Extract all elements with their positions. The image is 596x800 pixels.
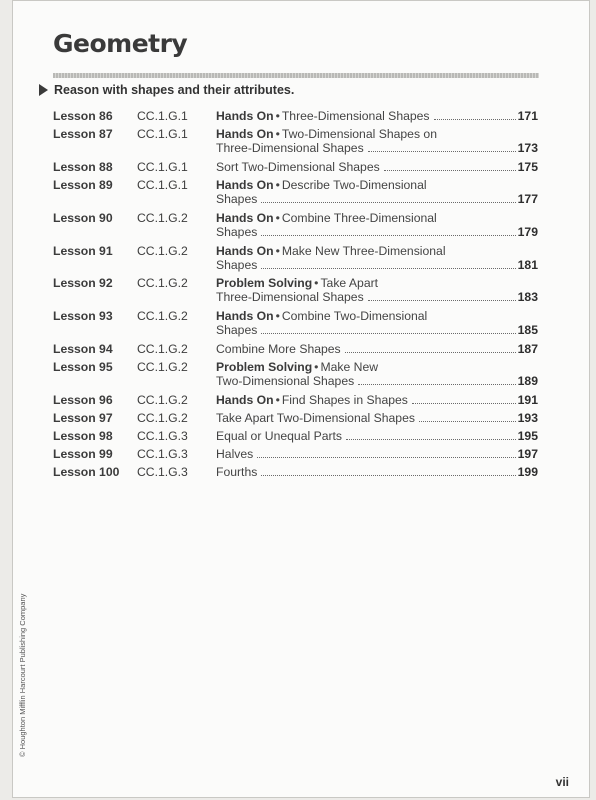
- lesson-label: Lesson 89: [53, 178, 113, 192]
- lesson-title-continued: Shapes: [216, 323, 258, 337]
- dot-leader: [261, 475, 515, 476]
- lesson-type-label: Hands On: [216, 309, 274, 323]
- page-ref: 187: [517, 342, 538, 356]
- arrow-icon: [39, 84, 48, 96]
- page-ref: 185: [517, 323, 538, 337]
- bullet-icon: •: [275, 393, 280, 407]
- lesson-entry: [216, 465, 538, 479]
- lesson-type-label: Problem Solving: [216, 276, 313, 290]
- lesson-title-continued: Shapes: [216, 192, 258, 206]
- lesson-title: Combine Three-Dimensional: [281, 211, 437, 225]
- dot-leader: [368, 300, 516, 301]
- lesson-entry: [216, 276, 538, 304]
- lesson-label: Lesson 87: [53, 127, 113, 141]
- lesson-label: Lesson 92: [53, 276, 113, 290]
- lesson-title: Two-Dimensional Shapes on: [281, 127, 437, 141]
- standard-code: CC.1.G.2: [137, 211, 188, 225]
- lesson-entry: [216, 447, 538, 461]
- lesson-entry: [216, 127, 538, 155]
- lesson-title-continued: Three-Dimensional Shapes: [216, 141, 364, 155]
- standard-code: CC.1.G.2: [137, 342, 188, 356]
- bullet-icon: •: [275, 309, 280, 323]
- dot-leader: [368, 151, 516, 152]
- lesson-label: Lesson 88: [53, 160, 113, 174]
- standard-code: CC.1.G.3: [137, 447, 188, 461]
- lesson-type-label: Hands On: [216, 109, 274, 123]
- dot-leader: [346, 439, 516, 440]
- dot-leader: [384, 170, 516, 171]
- lesson-type-label: Hands On: [216, 127, 274, 141]
- copyright-notice: © Houghton Mifflin Harcourt Publishing Company: [18, 593, 27, 757]
- lesson-label: Lesson 90: [53, 211, 113, 225]
- page-number: vii: [555, 775, 569, 789]
- dot-leader: [261, 235, 515, 236]
- dot-leader: [412, 403, 516, 404]
- lesson-entry: [216, 211, 538, 239]
- lesson-entry: [216, 160, 538, 174]
- page-ref: 181: [517, 258, 538, 272]
- dot-leader: [434, 119, 516, 120]
- lesson-label: Lesson 93: [53, 309, 113, 323]
- lesson-entry: [216, 178, 538, 206]
- dot-leader: [257, 457, 515, 458]
- standard-code: CC.1.G.1: [137, 127, 188, 141]
- lesson-title: Make New: [320, 360, 379, 374]
- page-title: Geometry: [53, 29, 188, 58]
- lesson-entry: [216, 309, 538, 337]
- standard-code: CC.1.G.2: [137, 360, 188, 374]
- dot-leader: [261, 268, 515, 269]
- subhead-text: Reason with shapes and their attributes.: [54, 83, 295, 97]
- standard-code: CC.1.G.3: [137, 429, 188, 443]
- page-ref: 179: [517, 225, 538, 239]
- lesson-label: Lesson 94: [53, 342, 113, 356]
- lesson-title: Halves: [216, 447, 254, 461]
- lesson-title: Equal or Unequal Parts: [216, 429, 343, 443]
- dot-leader: [419, 421, 516, 422]
- page-ref: 193: [517, 411, 538, 425]
- dot-leader: [345, 352, 516, 353]
- dot-leader: [358, 384, 515, 385]
- standard-code: CC.1.G.1: [137, 109, 188, 123]
- lesson-entry: [216, 429, 538, 443]
- bullet-icon: •: [275, 109, 280, 123]
- standard-code: CC.1.G.2: [137, 309, 188, 323]
- lesson-title: Make New Three-Dimensional: [281, 244, 446, 258]
- section-subhead: [39, 83, 294, 97]
- lesson-label: Lesson 100: [53, 465, 120, 479]
- lesson-type-label: Hands On: [216, 244, 274, 258]
- page-ref: 191: [517, 393, 538, 407]
- lesson-title: Take Apart: [320, 276, 379, 290]
- standard-code: CC.1.G.2: [137, 244, 188, 258]
- lesson-title: Find Shapes in Shapes: [281, 393, 408, 407]
- lesson-label: Lesson 99: [53, 447, 113, 461]
- page-ref: 171: [517, 109, 538, 123]
- page-ref: 177: [517, 192, 538, 206]
- lesson-entry: [216, 393, 538, 407]
- lesson-type-label: Hands On: [216, 178, 274, 192]
- lesson-type-label: Hands On: [216, 211, 274, 225]
- bullet-icon: •: [314, 360, 319, 374]
- lesson-label: Lesson 86: [53, 109, 113, 123]
- lesson-label: Lesson 95: [53, 360, 113, 374]
- lesson-label: Lesson 98: [53, 429, 113, 443]
- page-ref: 183: [517, 290, 538, 304]
- page-ref: 175: [517, 160, 538, 174]
- page-ref: 195: [517, 429, 538, 443]
- lesson-label: Lesson 97: [53, 411, 113, 425]
- page-ref: 197: [517, 447, 538, 461]
- lesson-title-continued: Three-Dimensional Shapes: [216, 290, 364, 304]
- lesson-title: Combine More Shapes: [216, 342, 341, 356]
- lesson-title-continued: Shapes: [216, 225, 258, 239]
- lesson-entry: [216, 109, 538, 123]
- lesson-entry: [216, 244, 538, 272]
- bullet-icon: •: [275, 211, 280, 225]
- page-ref: 173: [517, 141, 538, 155]
- title-rule: [53, 73, 539, 78]
- lesson-label: Lesson 91: [53, 244, 113, 258]
- standard-code: CC.1.G.2: [137, 276, 188, 290]
- bullet-icon: •: [314, 276, 319, 290]
- lesson-title: Combine Two-Dimensional: [281, 309, 428, 323]
- lesson-title: Describe Two-Dimensional: [281, 178, 427, 192]
- lesson-title-continued: Two-Dimensional Shapes: [216, 374, 355, 388]
- dot-leader: [261, 202, 515, 203]
- workbook-page: [12, 0, 590, 798]
- lesson-title: Sort Two-Dimensional Shapes: [216, 160, 380, 174]
- standard-code: CC.1.G.2: [137, 393, 188, 407]
- bullet-icon: •: [275, 178, 280, 192]
- lesson-entry: [216, 342, 538, 356]
- lesson-title: Take Apart Two-Dimensional Shapes: [216, 411, 415, 425]
- bullet-icon: •: [275, 244, 280, 258]
- standard-code: CC.1.G.1: [137, 178, 188, 192]
- standard-code: CC.1.G.2: [137, 411, 188, 425]
- lesson-entry: [216, 360, 538, 388]
- lesson-label: Lesson 96: [53, 393, 113, 407]
- bullet-icon: •: [275, 127, 280, 141]
- page-ref: 199: [517, 465, 538, 479]
- lesson-entry: [216, 411, 538, 425]
- lesson-type-label: Hands On: [216, 393, 274, 407]
- lesson-title: Three-Dimensional Shapes: [281, 109, 430, 123]
- standard-code: CC.1.G.1: [137, 160, 188, 174]
- standard-code: CC.1.G.3: [137, 465, 188, 479]
- dot-leader: [261, 333, 515, 334]
- lesson-title-continued: Shapes: [216, 258, 258, 272]
- page-ref: 189: [517, 374, 538, 388]
- lesson-title: Fourths: [216, 465, 258, 479]
- lesson-type-label: Problem Solving: [216, 360, 313, 374]
